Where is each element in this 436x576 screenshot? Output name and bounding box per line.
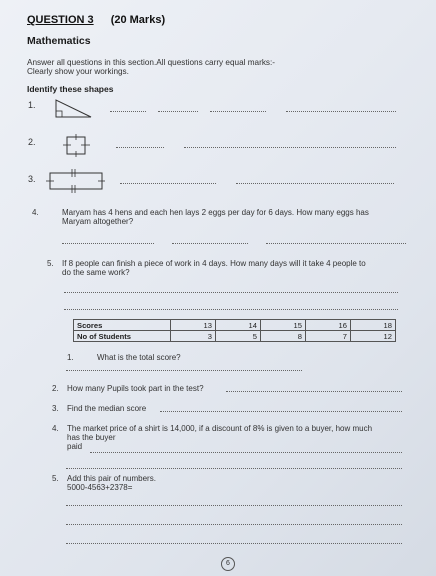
- page-number: 6: [221, 557, 235, 571]
- question-text-line: Maryam has 4 hens and each hen lays 2 eggs per day for 6 days. How many eggs has: [62, 208, 369, 217]
- table-cell: 13: [171, 320, 216, 331]
- subq-5-number: 5.: [52, 474, 59, 483]
- table-cell: 18: [351, 320, 396, 331]
- subject-title: Mathematics: [27, 35, 91, 47]
- answer-line: [66, 370, 302, 371]
- instructions: [27, 58, 275, 76]
- question-4-number: 4.: [32, 208, 39, 217]
- subq-3-number: 3.: [52, 404, 59, 413]
- answer-line: [64, 309, 398, 310]
- subq-4-number: 4.: [52, 424, 59, 433]
- table-cell: 14: [216, 320, 261, 331]
- answer-line: [120, 183, 216, 184]
- question-header: [27, 14, 165, 26]
- question-text-line: If 8 people can finish a piece of work in 4 days. How many days will it take 4 people to: [62, 259, 366, 268]
- subq-1-text: What is the total score?: [97, 353, 181, 362]
- subq-2-number: 2.: [52, 384, 59, 393]
- table-row-scores: [74, 320, 396, 331]
- scores-table: [73, 319, 396, 342]
- answer-line: [236, 183, 394, 184]
- table-cell: 3: [171, 331, 216, 342]
- subq-5-text: [67, 474, 156, 492]
- answer-line: [66, 524, 402, 525]
- answer-line: [66, 468, 402, 469]
- table-cell: 16: [306, 320, 351, 331]
- answer-line: [172, 243, 248, 244]
- subq-2-text: How many Pupils took part in the test?: [67, 384, 204, 393]
- question-text-line: Maryam altogether?: [62, 217, 134, 226]
- shape-1-number: 1.: [28, 100, 36, 110]
- answer-line: [66, 543, 402, 544]
- instruction-line-2: Clearly show your workings.: [27, 67, 129, 76]
- answer-line: [116, 147, 164, 148]
- shape-3-number: 3.: [28, 174, 36, 184]
- answer-line: [266, 243, 406, 244]
- answer-line: [286, 111, 396, 112]
- square-shape: [60, 134, 94, 158]
- table-cell: 15: [261, 320, 306, 331]
- instruction-line-1: Answer all questions in this section.All questions carry equal marks:-: [27, 58, 276, 67]
- answer-line: [66, 505, 402, 506]
- answer-line: [210, 111, 266, 112]
- question-text-line: paid: [67, 442, 83, 451]
- question-5-number: 5.: [47, 259, 54, 268]
- subq-1-number: 1.: [67, 353, 74, 362]
- answer-line: [226, 391, 402, 392]
- answer-line: [158, 111, 198, 112]
- row-header: Scores: [74, 320, 171, 331]
- answer-line: [62, 243, 154, 244]
- question-text-line: The market price of a shirt is 14,000, if a discount of 8% is given to a buyer, how much: [67, 424, 373, 433]
- subq-3-text: Find the median score: [67, 404, 147, 413]
- table-cell: 7: [306, 331, 351, 342]
- rectangle-shape: [46, 168, 106, 194]
- answer-line: [64, 292, 398, 293]
- question-5-text: [62, 259, 366, 277]
- question-text-line: do the same work?: [62, 268, 130, 277]
- question-text-line: Add this pair of numbers.: [67, 474, 156, 483]
- table-cell: 5: [216, 331, 261, 342]
- row-header: No of Students: [74, 331, 171, 342]
- table-cell: 8: [261, 331, 306, 342]
- answer-line: [110, 111, 146, 112]
- question-text-line: has the buyer: [67, 433, 116, 442]
- table-cell: 12: [351, 331, 396, 342]
- answer-line: [160, 411, 402, 412]
- question-text-line: 5000-4563+2378=: [67, 483, 133, 492]
- question-4-text: [62, 208, 369, 226]
- right-triangle-shape: [54, 98, 94, 120]
- answer-line: [184, 147, 396, 148]
- answer-line: [90, 452, 402, 453]
- table-row-students: [74, 331, 396, 342]
- shape-2-number: 2.: [28, 137, 36, 147]
- section-heading: Identify these shapes: [27, 84, 114, 94]
- subq-4-text: [67, 424, 372, 451]
- question-marks: (20 Marks): [110, 14, 166, 26]
- question-number: QUESTION 3: [27, 14, 94, 26]
